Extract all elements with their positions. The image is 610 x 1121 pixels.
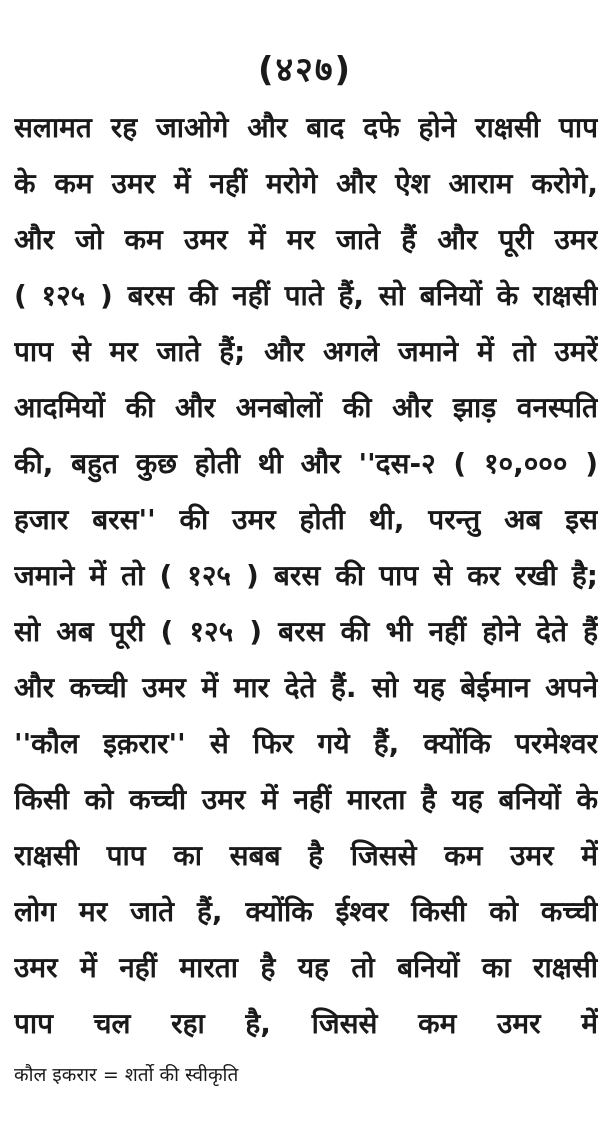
text-line: और कच्ची उमर में मार देते हैं. सो यह बेईमान अपने [14,671,598,704]
text-line: जमाने में तो ( १२५ ) बरस की पाप से कर रखी है; [14,559,598,592]
text-line: और जो कम उमर में मर जाते हैं और पूरी उमर [14,223,598,256]
text-line: उमर में नहीं मारता है यह तो बनियों का राक्षसी [14,951,598,984]
text-line: सलामत रह जाओगे और बाद दफे होने राक्षसी पाप [14,111,598,144]
body-text [14,100,598,1052]
text-line: की, बहुत कुछ होती थी और ''दस-२ ( १०,००० ) [14,447,598,480]
text-line: किसी को कच्ची उमर में नहीं मारता है यह बनियों के [14,783,598,816]
text-line: पाप चल रहा है, जिससे कम उमर में [14,1007,598,1040]
page-number: (४२७) [257,50,353,90]
text-line: ( १२५ ) बरस की नहीं पाते हैं, सो बनियों के राक्षसी [14,279,598,312]
text-line: लोग मर जाते हैं, क्योंकि ईश्वर किसी को कच्ची [14,895,598,928]
text-line: ''कौल इक़रार'' से फिर गये हैं, क्योंकि परमेश्वर [14,727,598,760]
footnote: कौल इकरार = शर्तो की स्वीकृति [14,1064,239,1086]
text-line: हजार बरस'' की उमर होती थी, परन्तु अब इस [14,503,598,536]
text-line: के कम उमर में नहीं मरोगे और ऐश आराम करोगे, [14,167,598,200]
text-line: आदमियों की और अनबोलों की और झाड़ वनस्पति [14,391,598,424]
text-line: सो अब पूरी ( १२५ ) बरस की भी नहीं होने देते हैं [14,615,598,648]
text-line: राक्षसी पाप का सबब है जिससे कम उमर में [14,839,598,872]
text-line: पाप से मर जाते हैं; और अगले जमाने में तो उमरें [14,335,598,368]
